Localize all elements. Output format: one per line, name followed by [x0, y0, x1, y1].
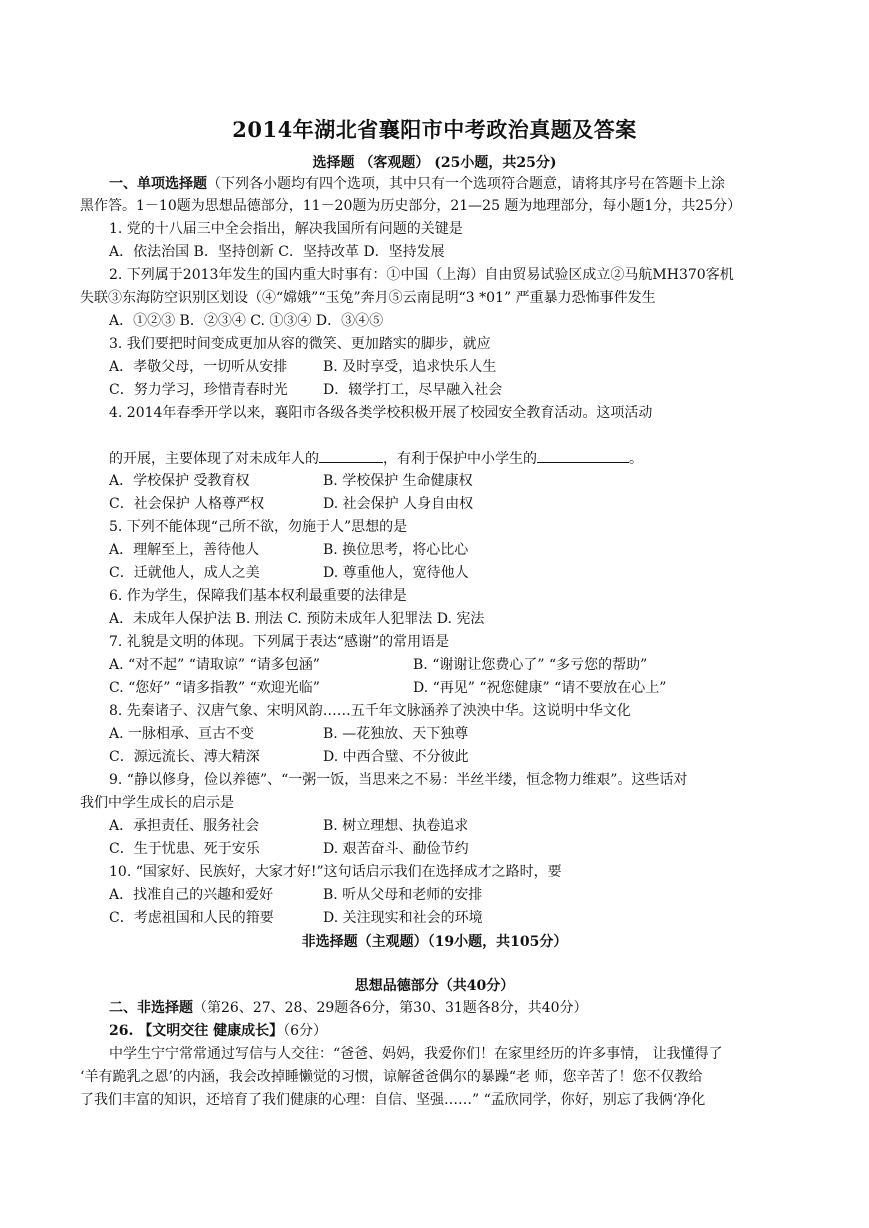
q9-stem-line2: 我们中学生成长的启示是	[80, 795, 234, 811]
q3-option-d: D．辍学打工，尽早融入社会	[323, 382, 503, 398]
q2-options: A．①②③ B．②③④ C. ①③④ D．③④⑤	[109, 313, 384, 329]
q26-text-line3: 了我们丰富的知识，还培育了我们健康的心理：自信、坚强……” “孟欣同学，你好，别忘了我俩‘净化	[80, 1092, 706, 1108]
q10-option-d: D. 关注现实和社会的环境	[323, 910, 483, 926]
q5-option-c: C．迁就他人，成人之美	[109, 565, 260, 581]
q4-stem-line1: 4. 2014年春季开学以来，襄阳市各级各类学校积极开展了校园安全教育活动。这项活动	[109, 405, 653, 421]
q4-blank-2	[537, 448, 629, 463]
q10-option-b: B. 听从父母和老师的安排	[323, 887, 483, 903]
q9-option-c: C．生于忧患、死于安乐	[109, 841, 260, 857]
q7-option-a: A. “对不起” “请取谅” “请多包涵”	[109, 657, 320, 673]
q9-option-b: B. 树立理想、执卷追求	[323, 818, 469, 834]
q10-stem: 10. “国家好、民族好，大家才好!”这句话启示我们在选择成才之路时，要	[109, 864, 562, 880]
q4-option-c: C．社会保护 人格尊严权	[109, 496, 265, 512]
q4-option-a: A．学校保护 受教育权	[109, 473, 250, 489]
part1-heading: 一、单项选择题	[109, 176, 207, 192]
q4-option-b: B. 学校保护 生命健康权	[323, 473, 473, 489]
q3-option-c: C．努力学习，珍惜青春时光	[109, 382, 288, 398]
q2-stem-line2: 失联③东海防空识别区划设（④“嫦娥”“玉兔”奔月⑤云南昆明“3 *01” 严重暴力恐怖事件发生	[80, 290, 656, 306]
q9-option-a: A．承担责任、服务社会	[109, 818, 260, 834]
q4-option-d: D. 社会保护 人身自由权	[323, 496, 474, 512]
q8-option-c: C．源远流长、溥大精深	[109, 749, 260, 765]
q5-option-d: D. 尊重他人，宽待他人	[323, 565, 469, 581]
q8-option-b: B. —花独放、天下独尊	[323, 726, 469, 742]
q8-option-a: A. 一脉相承、亘古不变	[109, 726, 255, 742]
part2-heading: 二、非选择题	[109, 1000, 193, 1016]
q1-options: A．依法治国 B．坚持创新 C．坚持改革 D．坚持发展	[109, 244, 445, 260]
section-objective-heading: 选择题 （客观题） (25小题，共25分)	[312, 155, 557, 171]
q5-option-b: B. 换位思考，将心比心	[323, 542, 469, 558]
q9-option-d: D. 艰苦奋斗、勈俭节约	[323, 841, 469, 857]
q4-stem-part1: 的开展，主要体现了对未成年人的	[109, 451, 319, 467]
q7-stem: 7. 礼貌是文明的体现。下列属于表达“感谢”的常用语是	[109, 634, 450, 650]
part1-instruction-line1	[109, 174, 725, 194]
q4-stem-line2	[109, 448, 643, 469]
q10-option-a: A．找准自己的兴趣和爱好	[109, 887, 274, 903]
q4-stem-part3: 。	[629, 451, 643, 467]
q10-option-c: C．考虑祖国和人民的箝要	[109, 910, 274, 926]
part1-instruction-line2: 黑作答。1－10题为思想品德部分，11－20题为历史部分，21—25 题为地理部分，每小题1分，共25分）	[80, 198, 742, 214]
q7-option-c: C. “您好” “请多指教” “欢迎光临”	[109, 680, 320, 696]
q3-option-a: A．孝敬父母，一切听从安排	[109, 359, 288, 375]
part1-instr1: （下列各小题均有四个选项，其中只有一个选项符合题意，请将其序号在答题卡上涂	[207, 176, 725, 192]
q5-stem: 5. 下列不能体现“己所不欲，勿施于人”思想的是	[109, 519, 408, 535]
q26-score: （6分）	[283, 1023, 328, 1039]
q8-option-d: D. 中西合璧、不分彼此	[323, 749, 469, 765]
part2-instr: （第26、27、28、29题各6分，第30、31题各8分，共40分）	[193, 1000, 588, 1016]
q9-stem-line1: 9. “静以修身，俭以养德”、“一粥一饭，当思来之不易：半丝半缕，恒念物力维艰”。这些话对	[109, 772, 688, 788]
q3-option-b: B. 及时享受，追求快乐人生	[323, 359, 497, 375]
q26-title: 26. 【文明交往 健康成长】	[109, 1023, 284, 1039]
page-title: 2014年湖北省襄阳市中考政治真题及答案	[232, 117, 637, 142]
q26-text-line2: ‘羊有跪乳之恩’的内涵，我会改掉睡懒觉的习惯，谅解爸爸偶尔的暴躁“老 师，您辛苦了！您不仅教给	[80, 1069, 703, 1085]
q4-stem-part2: ，有利于保护中小学生的	[383, 451, 537, 467]
section-moral-heading: 思想品德部分（共40分）	[354, 978, 515, 994]
q7-option-d: D. “再见” “祝您健康” “请不要放在心上”	[413, 680, 667, 696]
q7-option-b: B. “谢谢让您费心了” “多亏您的帮助”	[413, 657, 648, 673]
q26-heading	[109, 1021, 327, 1041]
q6-stem: 6. 作为学生，保障我们基本权利最重要的法律是	[109, 588, 407, 604]
q26-text-line1: 中学生宁宁常常通过写信与人交往：“爸爸、妈妈，我爱你们！在家里经历的许多事情， 让我懂得了	[109, 1046, 723, 1062]
q3-stem: 3. 我们要把时间变成更加从容的微笑、更加踏实的脚步，就应	[109, 336, 491, 352]
q1-stem: 1. 党的十八届三中全会指出，解决我国所有问题的关键是	[109, 221, 463, 237]
q2-stem-line1: 2. 下列属于2013年发生的国内重大时事有：①中国（上海）自由贸易试验区成立②马航MH370客机	[109, 267, 734, 283]
section-subjective-heading: 非选择题（主观题）（19小题，共105分）	[301, 934, 568, 950]
q5-option-a: A．理解至上，善待他人	[109, 542, 260, 558]
part2-instruction	[109, 998, 588, 1018]
q4-blank-1	[319, 448, 383, 463]
q8-stem: 8. 先秦诸子、汉唐气象、宋明风韵……五千年文脉涵养了泱泱中华。这说明中华文化	[109, 703, 631, 719]
q6-options: A．未成年人保护法 B. 刑法 C. 预防未成年人犯罪法 D. 宪法	[109, 611, 485, 627]
